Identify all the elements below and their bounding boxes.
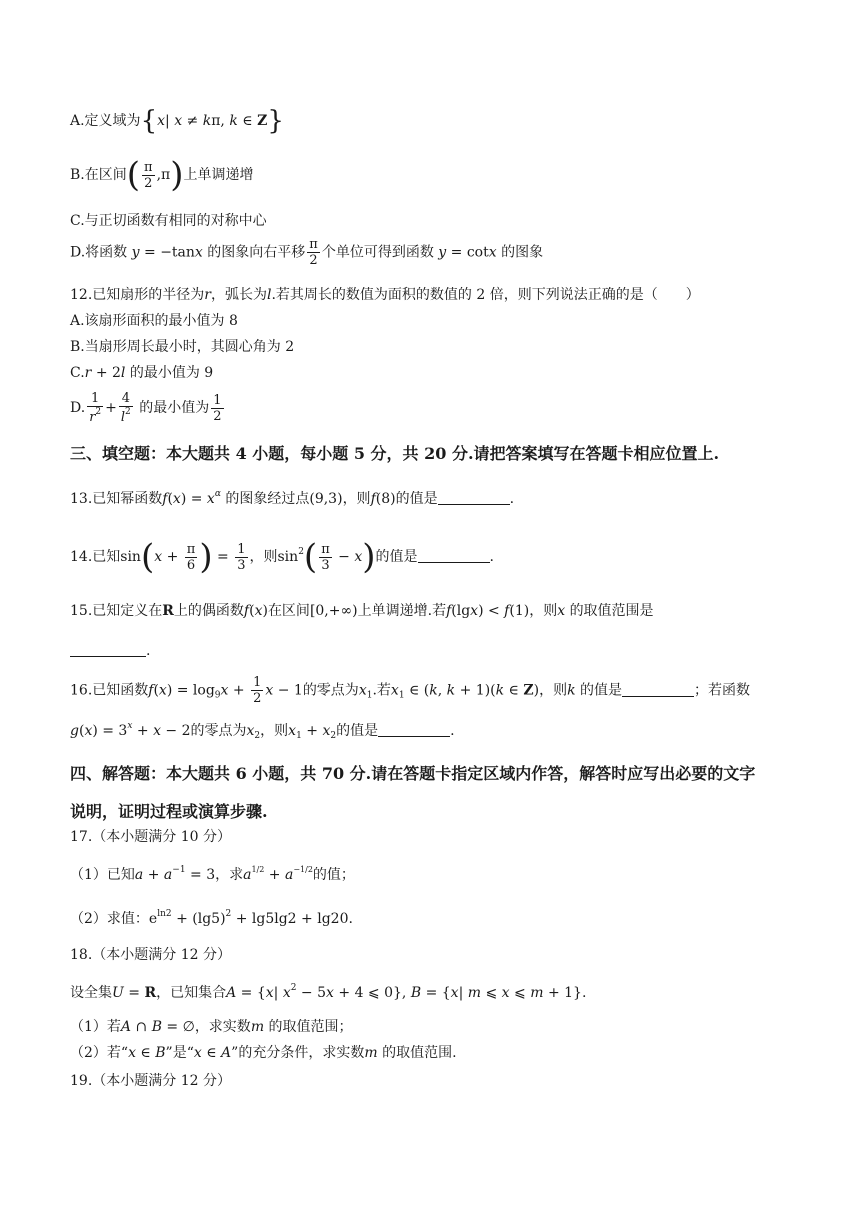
q16-answer-blank-1[interactable] <box>622 684 694 697</box>
q16-l2-mid2: ，则 <box>260 723 289 739</box>
q16-mid2: .若 <box>372 682 391 699</box>
q12-text-b: ，弧长为 <box>210 287 267 303</box>
q12-text-c: .若其周长的数值为面积的数值的 2 倍，则下列说法正确的是（ ） <box>271 287 700 303</box>
q11-d-text-mid: 的图象向右平移 <box>207 244 306 261</box>
section-4-heading-line2: 说明，证明过程或演算步骤. <box>70 802 268 821</box>
q12-text: 12.已知扇形的半径为 <box>70 287 205 303</box>
q12-option-d: D. $\frac{1}{r^2}$ + $\frac{4}{l^2}$ 的最小值为 $\frac{1}{2}$ <box>70 391 222 425</box>
q13-post: 的值是 <box>395 491 438 507</box>
q15-post: 的取值范围是 <box>569 603 654 619</box>
q18-p2-pre: （2）若“ <box>70 1045 129 1061</box>
q18-part2: （2）若“x ∈ B”是“x ∈ A”的充分条件，求实数m 的取值范围. <box>70 1045 457 1061</box>
q18-set-end: . <box>581 985 587 1001</box>
q11-d-text: D.将函数 <box>70 244 128 261</box>
q17-p2-end: . <box>348 911 353 927</box>
section-4-heading-line1: 四、解答题：本大题共 6 小题，共 70 分.请在答题卡指定区域内作答，解答时应写出必要的文字 <box>70 764 756 783</box>
q12-d-pre: D. <box>70 400 86 416</box>
q16-mid4: 的值是 <box>580 682 623 699</box>
q16-l2-mid: 的零点为 <box>190 723 247 739</box>
q18-part1: （1）若A ∩ B = ∅，求实数m 的取值范围； <box>70 1019 353 1035</box>
q16-mid3: ，则 <box>539 682 568 699</box>
q16-mid5: ；若函数 <box>694 682 751 699</box>
q18-p1-mid: ，求实数 <box>194 1019 251 1035</box>
q15-mid3: 上单调递增.若 <box>357 603 447 619</box>
q18-set-pre: 设全集 <box>70 985 112 1001</box>
q12-option-a: A.该扇形面积的最小值为 8 <box>70 313 238 329</box>
q12-c-pre: C. <box>70 365 85 381</box>
q16-answer-blank-2[interactable] <box>378 724 450 737</box>
q19-title: 19.（本小题满分 12 分） <box>70 1073 231 1089</box>
q13-mid: 的图象经过点 <box>225 491 310 507</box>
section-3-heading: 三、填空题：本大题共 4 小题，每小题 5 分，共 20 分.请把答案填写在答题卡相应位置上. <box>70 444 720 463</box>
q11-b-text-post: 上单调递增 <box>183 167 254 183</box>
q15-mid2: 在区间 <box>267 603 310 619</box>
q15-mid4: ，则 <box>529 603 558 619</box>
q16-line2: $g(x) = 3^x + x - 2$的零点为$x_2$，则$x_1 + x_2$的值是 . <box>70 721 455 741</box>
q17-p1-post: 的值； <box>312 867 355 883</box>
q11-b-text: B.在区间 <box>70 167 127 183</box>
q14-mid: ，则 <box>249 549 278 565</box>
q15: 15.已知定义在R上的偶函数f(x)在区间[0,+∞)上单调递增.若f(lgx) < f(1)，则x 的取值范围是 <box>70 603 654 619</box>
q11-d-text-mid2: 个单位可得到函数 <box>321 244 434 261</box>
q18-set: 设全集U = R，已知集合A = {x| $x^2 - 5x + 4$ ⩽ 0}, B = {x| m ⩽ x ⩽ m + 1}. <box>70 983 587 1001</box>
q17-title: 17.（本小题满分 10 分） <box>70 829 231 845</box>
q13-answer-blank[interactable] <box>438 492 510 505</box>
q18-p1-pre: （1）若 <box>70 1019 121 1035</box>
q15-pre: 15.已知定义在 <box>70 603 163 619</box>
q16-end: . <box>450 723 455 739</box>
q12-d-post: 的最小值为 <box>139 400 210 416</box>
q17-part2: （2）求值：$e^{ln2} + (\lg 5)^2 + \lg 5\lg 2 + \lg 20$. <box>70 909 353 927</box>
q17-p1-pre: （1）已知 <box>70 867 135 883</box>
q14-post: 的值是 <box>375 549 418 565</box>
q15-answer-line <box>70 644 150 658</box>
q15-mid: 上的偶函数 <box>173 603 244 619</box>
q12-option-c: C.r + 2l 的最小值为 9 <box>70 365 214 381</box>
q16-mid: 的零点为 <box>302 682 359 699</box>
q11-option-b: B.在区间( $\frac{\pi}{2}$ ,π)上单调递增 <box>70 155 254 195</box>
q12-stem: 12.已知扇形的半径为r，弧长为l.若其周长的数值为面积的数值的 2 倍，则下列说法正确的是（ ） <box>70 287 700 303</box>
q16-l2-post: 的值是 <box>336 723 379 739</box>
q16-line1: 16.已知函数$f(x) = \log_9x$ + $\frac{1}{2}$ x − 1的零点为$x_1$.若$x_1$ ∈ (k, k + 1)(k ∈ Z)，则k 的值是 ；若函数 <box>70 675 751 706</box>
q18-title: 18.（本小题满分 12 分） <box>70 947 231 963</box>
q15-end: . <box>146 643 151 659</box>
q18-set-mid: ，已知集合 <box>156 985 227 1001</box>
q18-p2-mid: ”是“ <box>165 1045 194 1061</box>
q12-c-post: 的最小值为 9 <box>129 365 214 381</box>
q11-option-d: D.将函数 y = −tanx 的图象向右平移 $\frac{\pi}{2}$ 个单位可得到函数 y = cotx 的图象 <box>70 237 544 268</box>
q14-pre: 14.已知 <box>70 549 121 565</box>
q13-mid2: ，则 <box>342 491 371 507</box>
q18-p1-post: 的取值范围； <box>268 1019 353 1035</box>
q11-d-text-post: 的图象 <box>501 244 544 261</box>
q15-answer-blank[interactable] <box>70 644 146 657</box>
q11-option-a: A.定义域为{x| x ≠ kπ, k ∈ Z} <box>70 106 284 136</box>
q14-answer-blank[interactable] <box>418 550 490 563</box>
q13: 13.已知幂函数$f(x) = x^\alpha$ 的图象经过点(9,3)，则f(8)的值是 . <box>70 489 515 507</box>
q17-part1: （1）已知$a + a^{-1} = 3$，求$a^{1/2} + a^{-1/2}$的值； <box>70 865 355 883</box>
q18-p2-mid2: ”的充分条件，求实数 <box>231 1045 365 1061</box>
q11-option-c: C.与正切函数有相同的对称中心 <box>70 213 267 229</box>
q18-p2-post: 的取值范围. <box>382 1045 457 1061</box>
q12-option-b: B.当扇形周长最小时，其圆心角为 2 <box>70 339 295 355</box>
q17-p1-mid: ，求 <box>215 867 244 883</box>
q13-end: . <box>509 491 515 507</box>
q14-end: . <box>489 549 494 565</box>
q13-pre: 13.已知幂函数 <box>70 491 163 507</box>
q14: 14.已知sin(x + $\frac{\pi}{6}$ ) = $\frac{1}{3}$ ，则$\sin^2$( $\frac{\pi}{3}$ − x)的值是 . <box>70 537 494 577</box>
q17-p2-pre: （2）求值： <box>70 911 149 927</box>
q11-a-text: A.定义域为 <box>70 113 141 129</box>
q16-pre: 16.已知函数 <box>70 682 149 699</box>
